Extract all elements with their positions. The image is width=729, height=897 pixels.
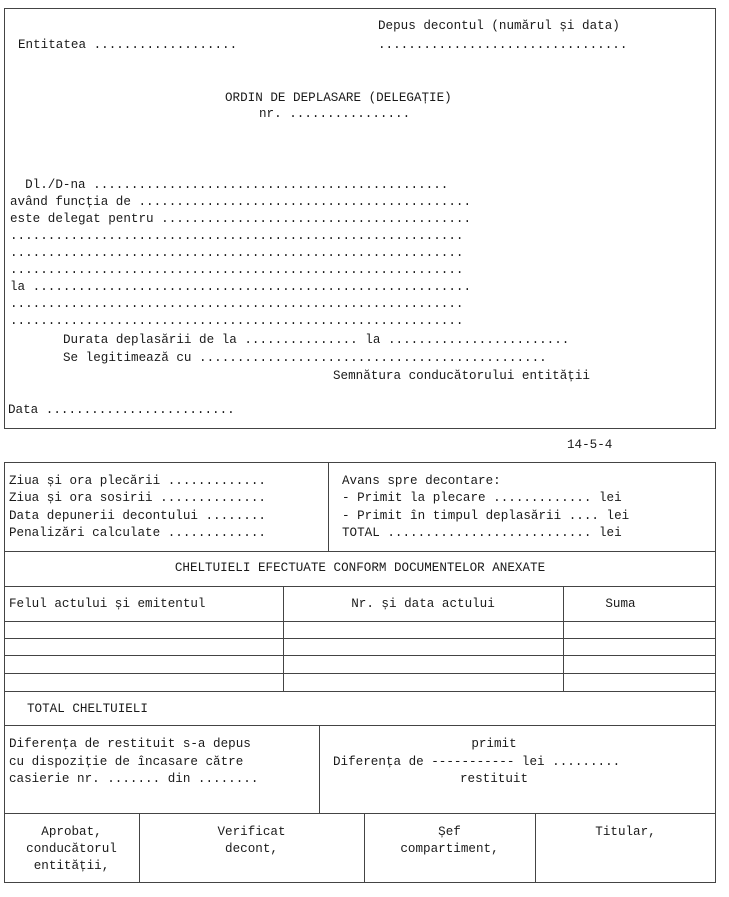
diferenta-line-3: casierie nr. ....... din ........ xyxy=(9,772,259,786)
diferenta-line-1: Diferența de restituit s-a depus xyxy=(9,737,251,751)
diferenta-line-2: cu dispoziție de încasare către xyxy=(9,755,244,769)
legitimeaza-line: Se legitimează cu .............................................. xyxy=(63,351,547,365)
total-line: TOTAL ........................... lei xyxy=(342,526,622,540)
divider xyxy=(4,551,716,552)
table-row xyxy=(4,621,716,622)
primit-plecare-line: - Primit la plecare ............. lei xyxy=(342,491,622,505)
form-code: 14-5-4 xyxy=(567,438,613,452)
titular-label: Titular, xyxy=(595,825,656,839)
sosire-line: Ziua și ora sosirii .............. xyxy=(9,491,266,505)
order-title: ORDIN DE DEPLASARE (DELEGAȚIE) xyxy=(225,91,452,105)
col-nr-header: Nr. și data actului xyxy=(351,597,495,611)
divider xyxy=(4,691,716,692)
primit-label: primit xyxy=(471,737,517,751)
la-line: la .......................................................... xyxy=(10,280,472,294)
dots-line-3: ............................................................ xyxy=(10,263,464,277)
verificat-line-2: decont, xyxy=(225,842,278,856)
plecare-line: Ziua și ora plecării ............. xyxy=(9,474,266,488)
entitatea-field: Entitatea ................... xyxy=(18,38,238,52)
aprobat-line-3: entității, xyxy=(33,859,110,873)
aprobat-line-2: conducătorul xyxy=(26,842,117,856)
semnatura-label: Semnătura conducătorului entității xyxy=(333,369,590,383)
divider xyxy=(4,586,716,587)
divider xyxy=(4,813,716,814)
penalizari-line: Penalizări calculate ............. xyxy=(9,526,266,540)
dots-line-2: ............................................................ xyxy=(10,246,464,260)
avans-line: Avans spre decontare: xyxy=(342,474,501,488)
col-suma-header: Suma xyxy=(605,597,636,611)
diferenta-de-line: Diferența de ----------- lei ......... xyxy=(333,755,621,769)
delegat-line: este delegat pentru ......................................... xyxy=(10,212,472,226)
sef-line-2: compartiment, xyxy=(400,842,499,856)
depunere-line: Data depunerii decontului ........ xyxy=(9,509,266,523)
dots-line-1: ............................................................ xyxy=(10,229,464,243)
restituit-label: restituit xyxy=(459,772,529,786)
table-row xyxy=(4,638,716,639)
verificat-line-1: Verificat xyxy=(217,825,286,839)
sef-line-1: Șef xyxy=(438,825,461,839)
dots-line-5: ............................................................ xyxy=(10,314,464,328)
divider xyxy=(328,462,329,551)
divider xyxy=(535,813,536,883)
order-number: nr. ................ xyxy=(259,107,411,121)
depus-decontul-dots: ................................. xyxy=(378,38,628,52)
dots-line-4: ............................................................ xyxy=(10,297,464,311)
primit-timpul-line: - Primit în timpul deplasării .... lei xyxy=(342,509,630,523)
durata-line: Durata deplasării de la ............... la ........................ xyxy=(63,333,570,347)
col-felul-header: Felul actului și emitentul xyxy=(9,597,206,611)
dl-dna-line: Dl./D-na ............................................... xyxy=(10,178,449,192)
table-row xyxy=(4,655,716,656)
depus-decontul-label: Depus decontul (numărul și data) xyxy=(378,19,620,33)
divider xyxy=(4,725,716,726)
total-cheltuieli-label: TOTAL CHELTUIELI xyxy=(27,702,148,716)
data-field: Data ......................... xyxy=(8,403,235,417)
cheltuieli-header: CHELTUIELI EFECTUATE CONFORM DOCUMENTELOR ANEXATE xyxy=(174,561,546,575)
functia-line: având funcția de ............................................ xyxy=(10,195,472,209)
aprobat-line-1: Aprobat, xyxy=(41,825,102,839)
table-row xyxy=(4,673,716,674)
